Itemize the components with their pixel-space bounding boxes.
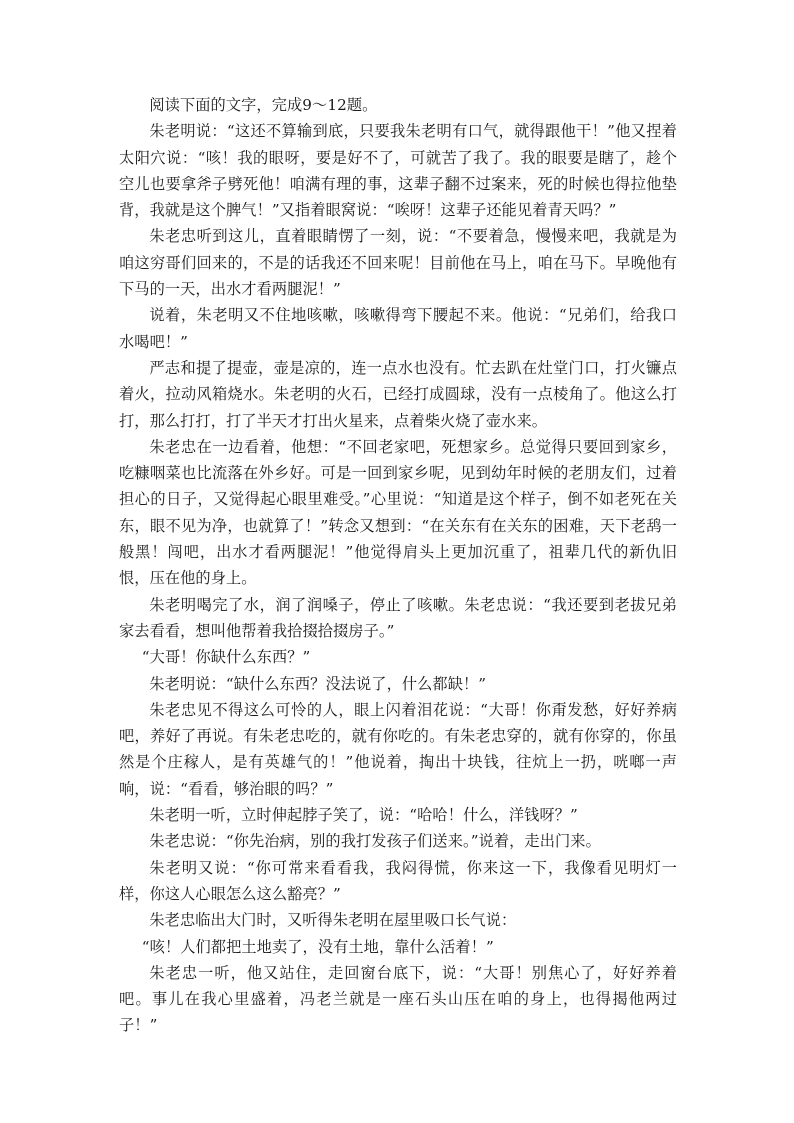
paragraph-14: “咳！人们都把土地卖了，没有土地，靠什么活着！”	[141, 937, 494, 956]
paragraph-2: 朱老忠听到这儿，直着眼睛愣了一刻，说：“不要着急，慢慢来吧，我就是为咱这穷哥们回来的，不是的话我还不回来呢！目前他在马上，咱在马下。早晚他有下马的一天，出水才看两腿泥！”	[119, 227, 677, 299]
paragraph-4: 严志和提了提壶，壶是凉的，连一点水也没有。忙去趴在灶堂门口，打火镰点着火，拉动风箱烧水。朱老明的火石，已经打成圆球，没有一点棱角了。他这么打打，那么打打，打了半天才打出火星来，点着柴火烧了壶水来。	[119, 358, 677, 430]
document-page	[119, 92, 677, 1039]
paragraph-7: “大哥！你缺什么东西？”	[141, 648, 311, 667]
paragraph-1: 朱老明说：“这还不算输到底，只要我朱老明有口气，就得跟他干！”他又捏着太阳穴说：“咳！我的眼呀，要是好不了，可就苦了我了。我的眼要是瞎了，趁个空儿也要拿斧子劈死他！咱满有理的事，这辈子翻不过案来，死的时候也得拉他垫背，我就是这个脾气！”又指着眼窝说：“唉呀！这辈子还能见着青天吗？”	[119, 122, 677, 220]
paragraph-10: 朱老明一听，立时伸起脖子笑了，说：“哈哈！什么，洋钱呀？”	[149, 806, 578, 825]
paragraph-12: 朱老明又说：“你可常来看看我，我闷得慌，你来这一下，我像看见明灯一样，你这人心眼怎么这么豁亮？”	[119, 858, 677, 903]
paragraph-8: 朱老明说：“缺什么东西？没法说了，什么都缺！”	[149, 674, 487, 693]
paragraph-11: 朱老忠说：“你先治病，别的我打发孩子们送来。”说着，走出门来。	[149, 832, 601, 851]
paragraph-9: 朱老忠见不得这么可怜的人，眼上闪着泪花说：“大哥！你甭发愁，好好养病吧，养好了再说。有朱老忠吃的，就有你吃的。有朱老忠穿的，就有你穿的，你虽然是个庄稼人，是有英雄气的！”他说着，掏出十块钱，往炕上一扔，咣啷一声响，说：“看看，够治眼的吗？”	[119, 700, 677, 798]
paragraph-5: 朱老忠在一边看着，他想：“不回老家吧，死想家乡。总觉得只要回到家乡，吃糠咽菜也比流落在外乡好。可是一回到家乡呢，见到幼年时候的老朋友们，过着担心的日子，又觉得起心眼里难受。”心里说：“知道是这个样子，倒不如老死在关东，眼不见为净，也就算了！”转念又想到：“在关东有在关东的困难，天下老鸹一般黑！闯吧，出水才看两腿泥！”他觉得肩头上更加沉重了，祖辈几代的新仇旧恨，压在他的身上。	[119, 437, 677, 588]
paragraph-6: 朱老明喝完了水，润了润嗓子，停止了咳嗽。朱老忠说：“我还要到老拔兄弟家去看看，想叫他帮着我拾掇拾掇房子。”	[119, 595, 677, 640]
paragraph-15: 朱老忠一听，他又站住，走回窗台底下，说：“大哥！别焦心了，好好养着吧。事儿在我心里盛着，冯老兰就是一座石头山压在咱的身上，也得揭他两过子！”	[119, 963, 677, 1035]
reading-instruction: 阅读下面的文字，完成9～12题。	[149, 96, 378, 114]
paragraph-3: 说着，朱老明又不住地咳嗽，咳嗽得弯下腰起不来。他说：“兄弟们，给我口水喝吧！”	[119, 306, 677, 351]
paragraph-13: 朱老忠临出大门时，又听得朱老明在屋里吸口长气说：	[149, 911, 517, 930]
